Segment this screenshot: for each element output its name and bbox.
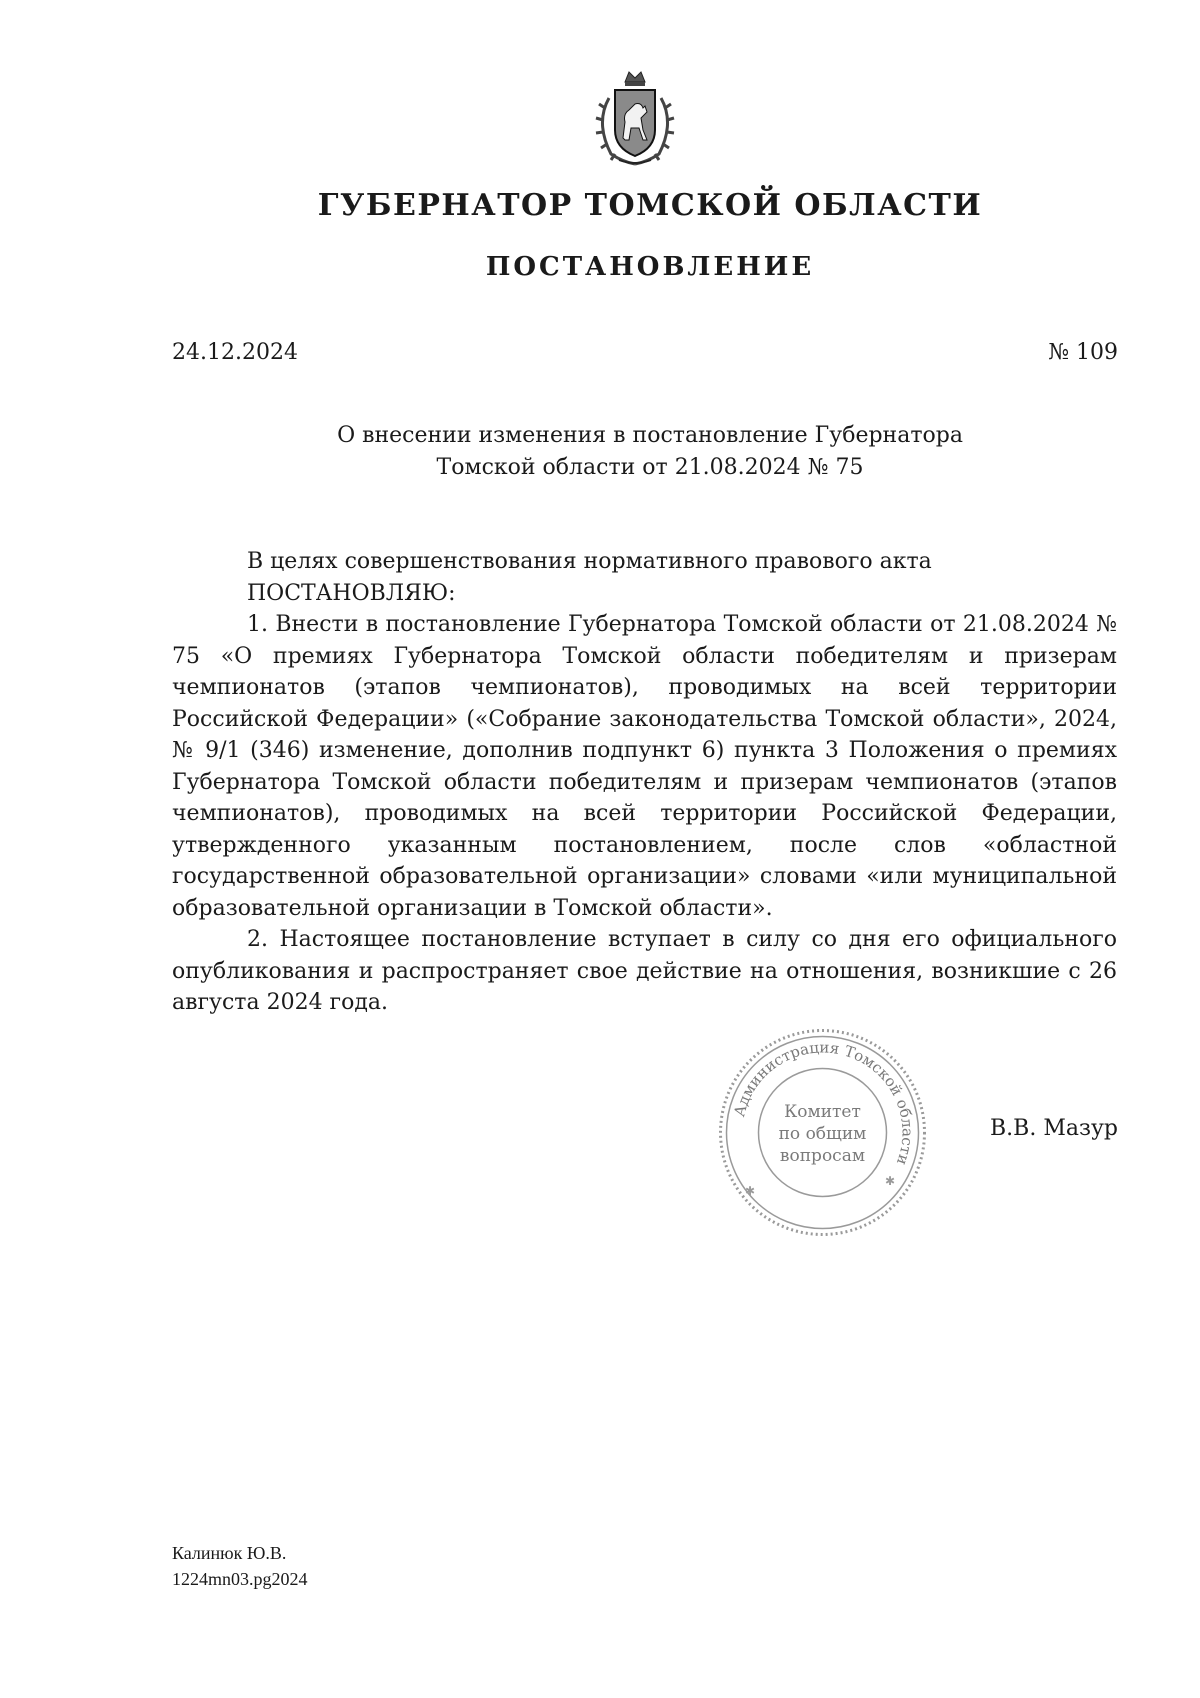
seal-center-line-1: Комитет: [784, 1102, 861, 1122]
body-item-2: 2. Настоящее постановление вступает в силу со дня его официального опубликования и распространяет свое действие на отношения, возникшие с 26 августа 2024 года.: [172, 927, 1117, 1015]
document-date: 24.12.2024: [172, 340, 298, 365]
body-item-1: 1. Внести в постановление Губернатора Томской области от 21.08.2024 № 75 «О премиях Губернатора Томской области победителям и призерам чемпионатов (этапов чемпионатов), проводимых на всей территории Российской Федерации» («Собрание законодательства Томской области», 2024, № 9/1 (346) изменение, дополнив подпункт 6) пункта 3 Положения о премиях Губернатора Томской области победителям и призерам чемпионатов (этапов чемпионатов), проводимых на всей территории Российской Федерации, утвержденного указанным постановлением, после слов «областной государственной образовательной организации» словами «или муниципальной образовательной организации в Томской области».: [172, 612, 1117, 921]
body-resolve: ПОСТАНОВЛЯЮ:: [247, 580, 456, 606]
seal-star-right: ✱: [885, 1174, 896, 1188]
coat-of-arms-icon: [585, 68, 685, 168]
file-code: 1224mn03.pg2024: [172, 1569, 308, 1589]
document-footer: [172, 1540, 308, 1592]
official-seal: [715, 1025, 930, 1240]
signatory-name: В.В. Мазур: [990, 1116, 1118, 1141]
seal-center-line-2: по общим: [778, 1124, 867, 1144]
seal-ring-text: Администрация Томской области: [730, 1038, 917, 1168]
executor-name: Калинюк Ю.В.: [172, 1543, 287, 1563]
seal-star-left: ✱: [745, 1184, 756, 1198]
issuing-authority-title: ГУБЕРНАТОР ТОМСКОЙ ОБЛАСТИ: [317, 188, 983, 223]
document-subject: [0, 420, 1200, 484]
body-intro: В целях совершенствования нормативного правового акта: [247, 549, 932, 574]
document-type-title: ПОСТАНОВЛЕНИЕ: [485, 252, 815, 282]
subject-line-1: О внесении изменения в постановление Губернатора: [337, 423, 963, 448]
document-body: [172, 546, 1117, 1019]
seal-center-line-3: вопросам: [779, 1146, 866, 1166]
subject-line-2: Томской области от 21.08.2024 № 75: [436, 455, 864, 480]
document-number: № 109: [1048, 340, 1118, 365]
